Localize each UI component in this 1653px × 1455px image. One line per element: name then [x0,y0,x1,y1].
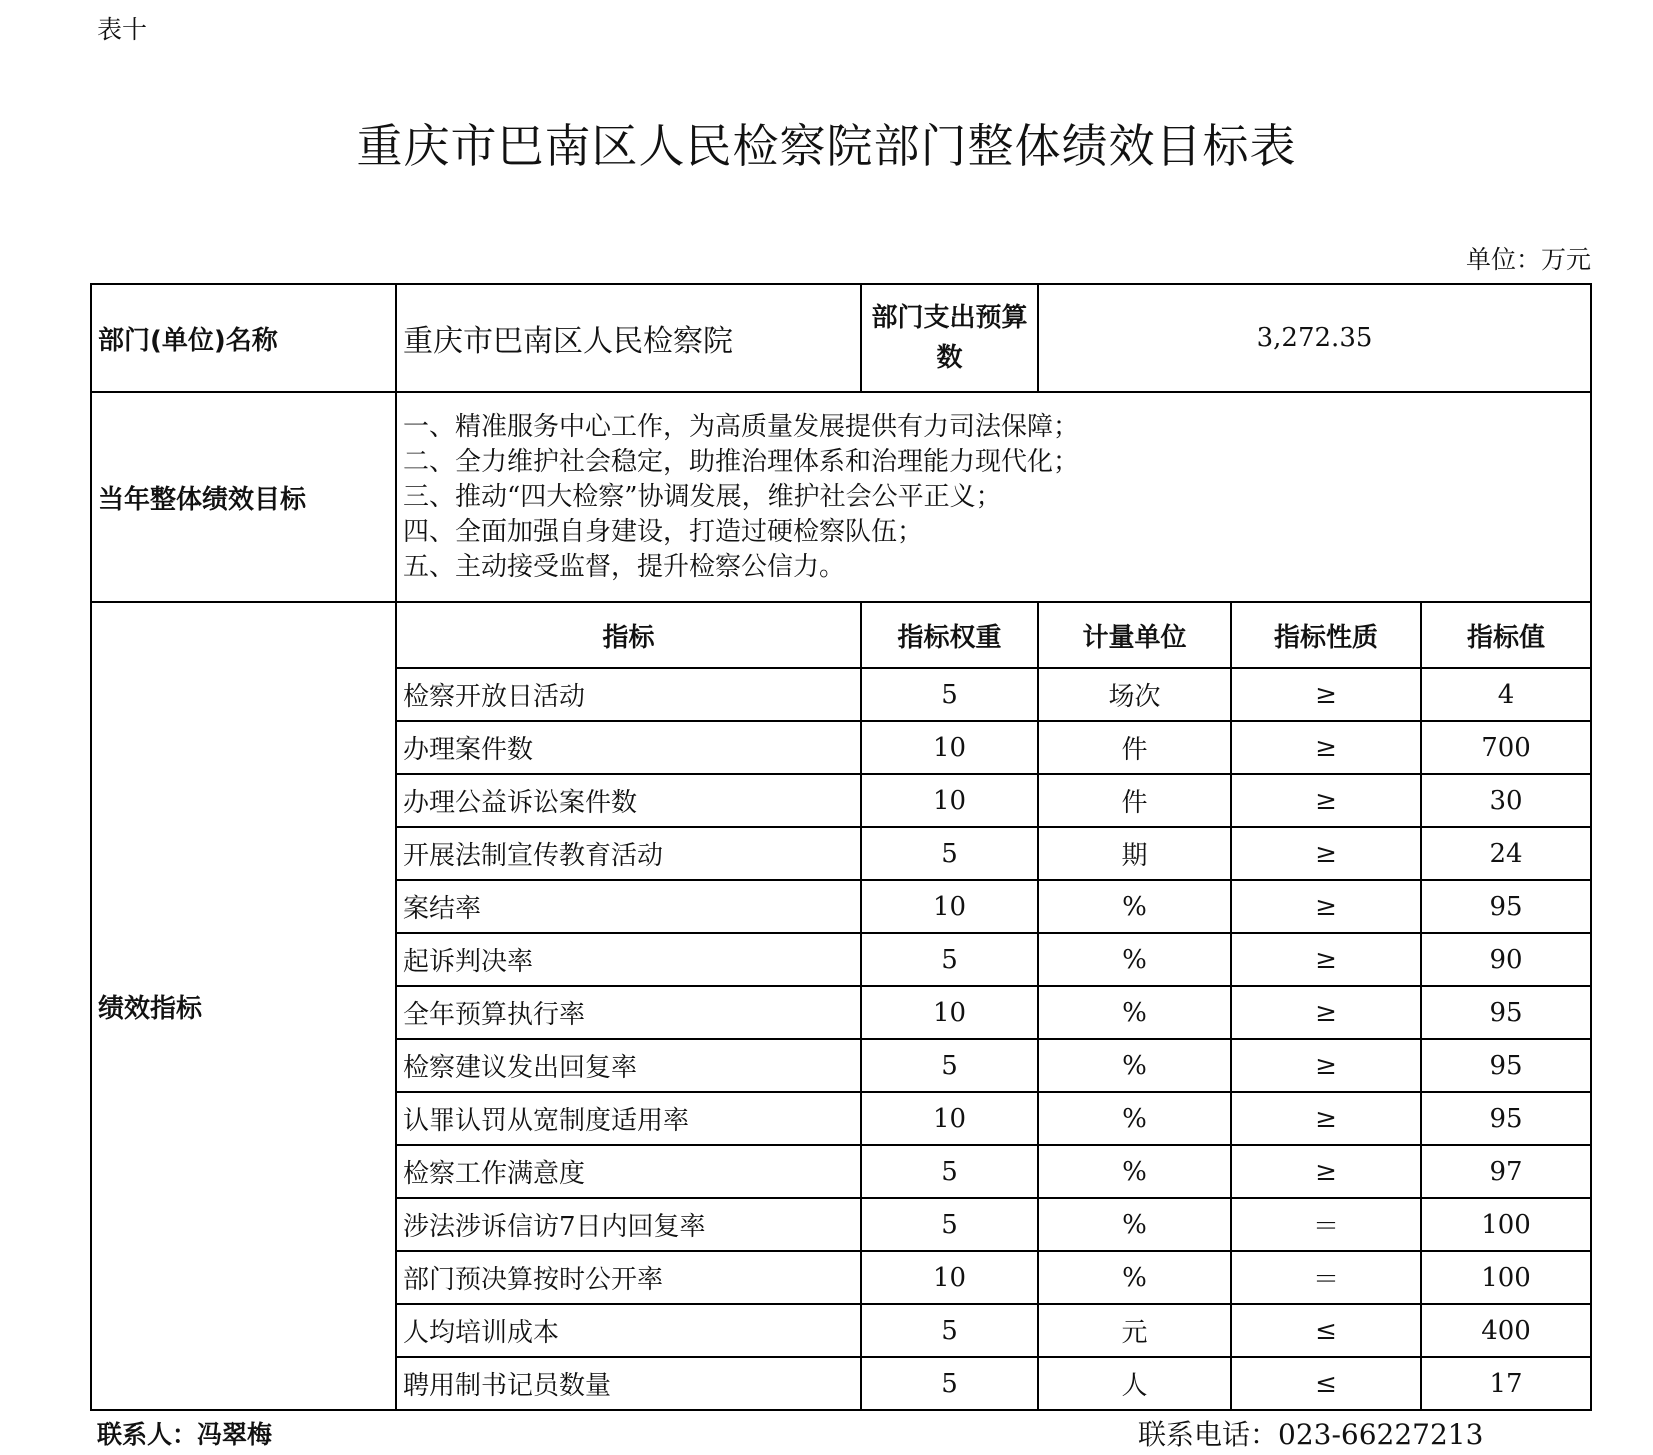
indicator-header-row [91,602,1591,668]
indicator-weight: 5 [861,1198,1038,1251]
indicator-unit: % [1038,1198,1231,1251]
unit-label: 单位：万元 [1465,245,1591,274]
indicator-weight: 5 [861,1304,1038,1357]
indicator-weight: 5 [861,933,1038,986]
indicator-name: 开展法制宣传教育活动 [396,827,861,880]
indicator-name: 办理案件数 [396,721,861,774]
dept-row [91,284,1591,392]
indicator-name: 人均培训成本 [396,1304,861,1357]
indicator-name: 案结率 [396,880,861,933]
indicator-value: 30 [1421,774,1591,827]
column-header: 指标权重 [861,602,1038,668]
indicator-nature: ＝ [1231,1251,1421,1304]
indicator-weight: 10 [861,1092,1038,1145]
indicator-value: 4 [1421,668,1591,721]
column-header: 指标性质 [1231,602,1421,668]
indicator-value: 95 [1421,1039,1591,1092]
goals-row [91,392,1591,602]
indicator-value: 95 [1421,1092,1591,1145]
indicator-value: 24 [1421,827,1591,880]
indicator-value: 100 [1421,1198,1591,1251]
indicator-nature: ≥ [1231,1039,1421,1092]
indicator-unit: 元 [1038,1304,1231,1357]
indicator-weight: 5 [861,668,1038,721]
goals-label: 当年整体绩效目标 [91,392,396,602]
indicator-nature: ＝ [1231,1198,1421,1251]
indicator-weight: 10 [861,774,1038,827]
goal-item: 三、推动“四大检察”协调发展，维护社会公平正义； [403,481,1002,512]
indicator-unit: 场次 [1038,668,1231,721]
indicator-weight: 5 [861,1357,1038,1410]
indicator-name: 部门预决算按时公开率 [396,1251,861,1304]
indicator-nature: ≥ [1231,721,1421,774]
indicator-unit: % [1038,880,1231,933]
goal-item: 一、精准服务中心工作，为高质量发展提供有力司法保障； [403,411,1080,442]
indicator-unit: % [1038,1251,1231,1304]
indicator-nature: ≤ [1231,1357,1421,1410]
indicator-name: 起诉判决率 [396,933,861,986]
budget-label: 部门支出预算数 [861,284,1038,392]
indicator-value: 100 [1421,1251,1591,1304]
indicator-nature: ≥ [1231,933,1421,986]
dept-label: 部门(单位)名称 [91,284,396,392]
indicator-unit: % [1038,1039,1231,1092]
indicator-unit: % [1038,1092,1231,1145]
indicator-weight: 5 [861,1145,1038,1198]
goals-list [396,392,1591,602]
indicator-unit: 人 [1038,1357,1231,1410]
indicator-name: 检察建议发出回复率 [396,1039,861,1092]
indicator-value: 700 [1421,721,1591,774]
indicator-name: 聘用制书记员数量 [396,1357,861,1410]
indicator-nature: ≥ [1231,986,1421,1039]
contact-phone: 联系电话：023-66227213 [1138,1418,1484,1451]
column-header: 指标值 [1421,602,1591,668]
page-title: 重庆市巴南区人民检察院部门整体绩效目标表 [356,119,1297,173]
indicator-weight: 10 [861,880,1038,933]
indicator-nature: ≥ [1231,1092,1421,1145]
indicator-value: 400 [1421,1304,1591,1357]
table-number: 表十 [97,15,148,44]
indicator-unit: % [1038,986,1231,1039]
indicator-name: 检察开放日活动 [396,668,861,721]
indicator-unit: % [1038,1145,1231,1198]
indicator-value: 17 [1421,1357,1591,1410]
indicator-nature: ≥ [1231,774,1421,827]
indicator-nature: ≥ [1231,827,1421,880]
indicator-name: 全年预算执行率 [396,986,861,1039]
column-header: 计量单位 [1038,602,1231,668]
goal-item: 二、全力维护社会稳定，助推治理体系和治理能力现代化； [403,446,1080,477]
goal-item: 四、全面加强自身建设，打造过硬检察队伍； [403,516,924,547]
indicator-nature: ≥ [1231,668,1421,721]
indicator-value: 90 [1421,933,1591,986]
indicator-weight: 5 [861,827,1038,880]
indicator-name: 认罪认罚从宽制度适用率 [396,1092,861,1145]
indicator-unit: % [1038,933,1231,986]
indicator-nature: ≥ [1231,1145,1421,1198]
indicator-name: 检察工作满意度 [396,1145,861,1198]
indicator-unit: 件 [1038,721,1231,774]
indicator-weight: 10 [861,721,1038,774]
budget-value: 3,272.35 [1038,284,1591,392]
indicator-value: 97 [1421,1145,1591,1198]
indicator-weight: 10 [861,986,1038,1039]
indicator-value: 95 [1421,880,1591,933]
performance-table [90,283,1592,1411]
indicator-name: 办理公益诉讼案件数 [396,774,861,827]
dept-name: 重庆市巴南区人民检察院 [396,284,861,392]
column-header: 指标 [396,602,861,668]
indicator-unit: 期 [1038,827,1231,880]
indicator-unit: 件 [1038,774,1231,827]
goal-item: 五、主动接受监督，提升检察公信力。 [403,551,846,582]
indicator-nature: ≤ [1231,1304,1421,1357]
indicator-value: 95 [1421,986,1591,1039]
indicator-weight: 5 [861,1039,1038,1092]
contact-person: 联系人：冯翠梅 [97,1420,273,1449]
indicators-label: 绩效指标 [91,602,396,1410]
indicator-nature: ≥ [1231,880,1421,933]
indicator-weight: 10 [861,1251,1038,1304]
indicator-name: 涉法涉诉信访7日内回复率 [396,1198,861,1251]
